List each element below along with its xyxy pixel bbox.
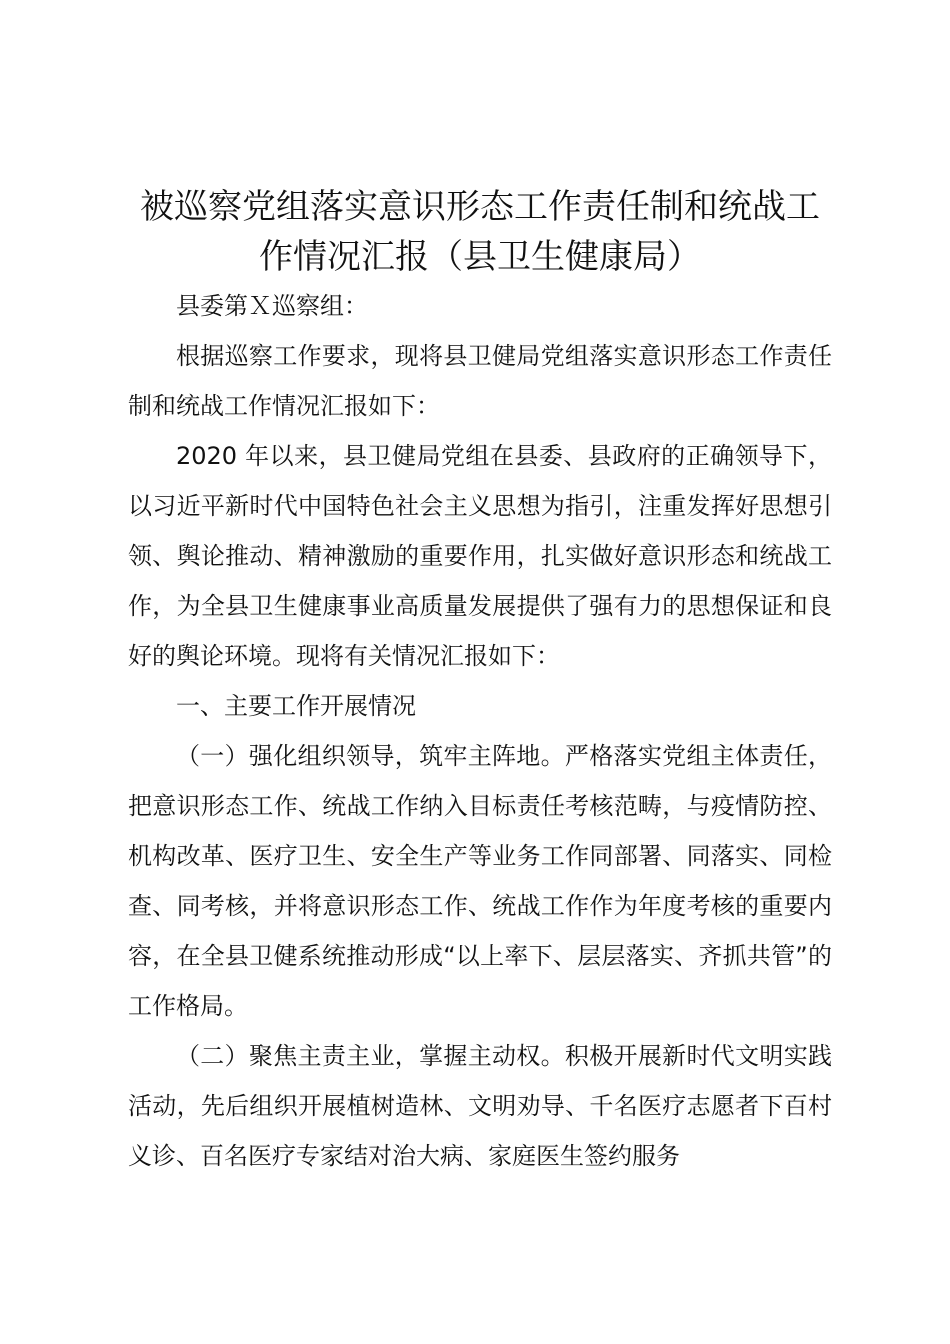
- section-paragraph-1: （一）强化组织领导，筑牢主阵地。严格落实党组主体责任，把意识形态工作、统战工作纳入目标责任考核范畴，与疫情防控、机构改革、医疗卫生、安全生产等业务工作同部署、同落实、同检查、同考核，并将意识形态工作、统战工作作为年度考核的重要内容，在全县卫健系统推动形成“以上率下、层层落实、齐抓共管”的工作格局。: [128, 742, 832, 1020]
- salutation: 县委第Ｘ巡察组：: [176, 292, 368, 320]
- title-line-1: 被巡察党组落实意识形态工作责任制和统战工: [140, 187, 820, 227]
- overview-paragraph: 2020 年以来，县卫健局党组在县委、县政府的正确领导下，以习近平新时代中国特色社会主义思想为指引，注重发挥好思想引领、舆论推动、精神激励的重要作用，扎实做好意识形态和统战工作，为全县卫生健康事业高质量发展提供了强有力的思想保证和良好的舆论环境。现将有关情况汇报如下：: [128, 442, 832, 670]
- document-body: [128, 281, 832, 1181]
- intro-paragraph: 根据巡察工作要求，现将县卫健局党组落实意识形态工作责任制和统战工作情况汇报如下：: [128, 342, 832, 420]
- document-title: [120, 182, 840, 282]
- section-paragraph-2: （二）聚焦主责主业，掌握主动权。积极开展新时代文明实践活动，先后组织开展植树造林、文明劝导、千名医疗志愿者下百村义诊、百名医疗专家结对治大病、家庭医生签约服务: [128, 1042, 832, 1170]
- title-line-2: 作情况汇报（县卫生健康局）: [259, 237, 701, 277]
- section-heading: 一、主要工作开展情况: [176, 692, 416, 720]
